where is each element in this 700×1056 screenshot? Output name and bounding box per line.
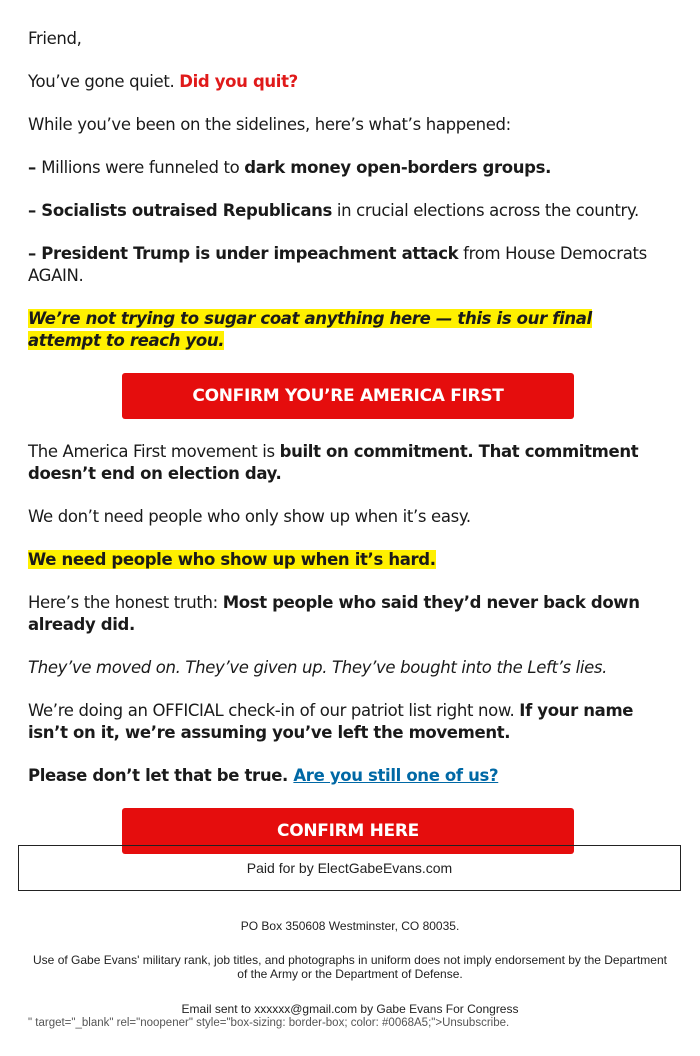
footer-markup-text: " target="_blank" rel="noopener" style="box-sizing: border-box; color: #0068A5;"> (28, 1017, 443, 1029)
email-body (28, 28, 668, 876)
did-you-quit-text: Did you quit? (179, 72, 298, 91)
honest-truth-paragraph (28, 592, 668, 636)
bullet-text: from House Democrats AGAIN. (28, 244, 647, 285)
paid-for-box (18, 845, 681, 891)
intro-text: You’ve gone quiet. (28, 72, 180, 91)
footer-address: PO Box 350608 Westminster, CO 80035. (240, 919, 460, 933)
intro-paragraph (28, 71, 668, 93)
honest-truth-text: Here’s the honest truth: (28, 593, 223, 612)
still-one-of-us-paragraph (28, 765, 668, 787)
final-attempt-highlight: We’re not trying to sugar coat anything here — this is our final attempt to reach you. (28, 309, 592, 350)
commitment-bold-text: built on commitment. That commitment doesn’t end on election day. (28, 442, 639, 483)
commitment-paragraph (28, 441, 668, 485)
honest-truth-bold-text: Most people who said they’d never back down already did. (28, 593, 640, 634)
show-up-hard-paragraph (28, 549, 668, 571)
sidelines-paragraph: While you’ve been on the sidelines, here’s what’s happened: (28, 115, 511, 134)
bullet-dash: – (28, 158, 42, 177)
unsubscribe-link[interactable]: Unsubscribe. (442, 1017, 510, 1029)
please-dont-text: Please don’t let that be true. (28, 766, 294, 785)
check-in-text: We’re doing an OFFICIAL check-in of our patriot list right now. (28, 701, 520, 720)
footer-email-sent: Email sent to xxxxxx@gmail.com by Gabe Evans For Congress (181, 1002, 519, 1016)
bullet-bold-text: – Socialists outraised Republicans (28, 201, 332, 220)
bullet-text: Millions were funneled to (41, 158, 245, 177)
confirm-here-button[interactable]: CONFIRM HERE (122, 808, 574, 854)
show-up-easy-paragraph: We don’t need people who only show up when it’s easy. (28, 507, 471, 526)
bullet-impeachment (28, 243, 668, 287)
commitment-text: The America First movement is (28, 442, 280, 461)
show-up-hard-highlight: We need people who show up when it’s hard. (28, 550, 436, 569)
final-attempt-paragraph (28, 308, 668, 352)
bullet-socialists (28, 200, 668, 222)
moved-on-paragraph: They’ve moved on. They’ve given up. They’ve bought into the Left’s lies. (28, 658, 608, 677)
bullet-bold-text: dark money open-borders groups. (244, 158, 552, 177)
footer-unsubscribe-line (28, 1017, 509, 1029)
still-one-of-us-link[interactable]: Are you still one of us? (293, 766, 499, 785)
check-in-paragraph (28, 700, 668, 744)
bullet-dark-money (28, 157, 668, 179)
confirm-america-first-button[interactable]: CONFIRM YOU’RE AMERICA FIRST (122, 373, 574, 419)
paid-for-text: Paid for by ElectGabeEvans.com (246, 860, 453, 876)
cta-container (28, 373, 668, 419)
bullet-text: in crucial elections across the country. (332, 201, 639, 220)
bullet-bold-text: – President Trump is under impeachment attack (28, 244, 459, 263)
footer-disclaimer: Use of Gabe Evans' military rank, job titles, and photographs in uniform does not imply endorsement by the Department of the Army or the Department of Defense. (33, 953, 667, 981)
check-in-bold-text: If your name isn’t on it, we’re assuming you’ve left the movement. (28, 701, 634, 742)
greeting: Friend, (28, 29, 82, 48)
